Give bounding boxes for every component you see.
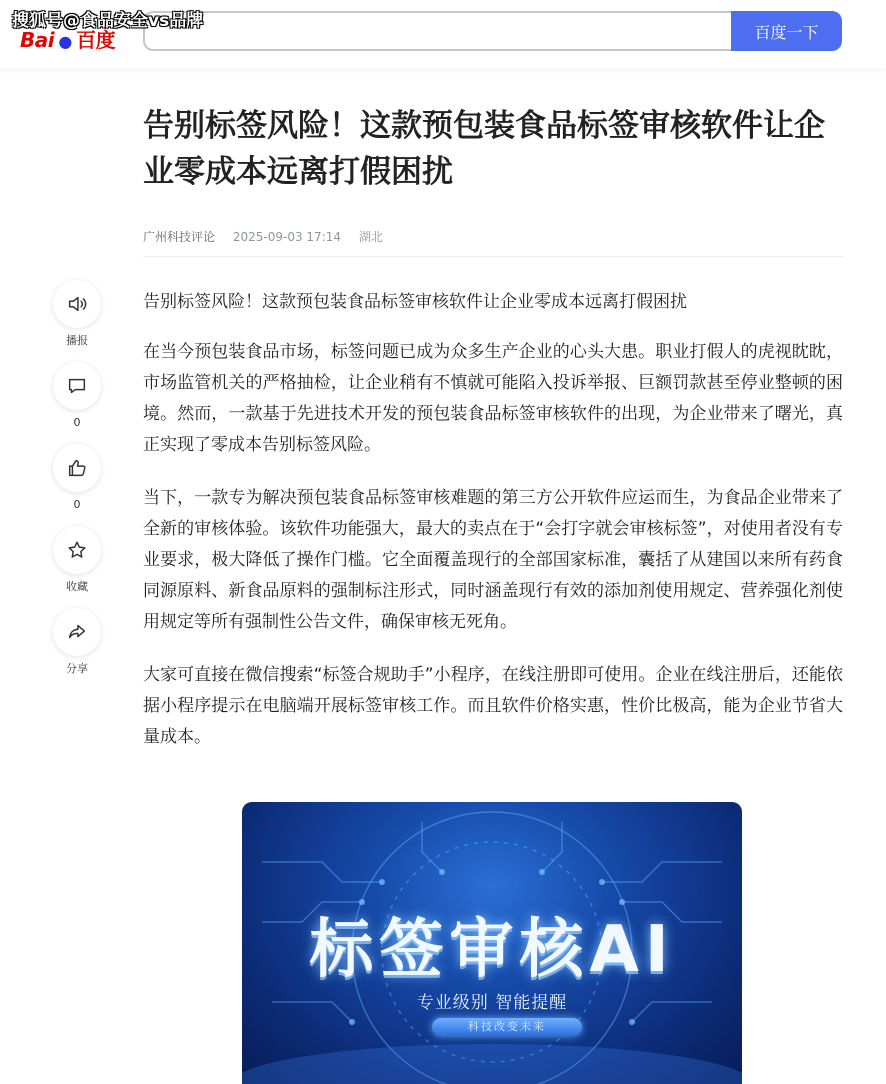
- like-button[interactable]: [53, 444, 101, 526]
- paragraph: 大家可直接在微信搜索“标签合规助手”小程序，在线注册即可使用。企业在线注册后，还能依据小程序提示在电脑端开展标签审核工作。而且软件价格实惠，性价比极高，能为企业节省大量成本。: [143, 665, 843, 747]
- listen-circle[interactable]: [53, 280, 101, 328]
- star-icon: [66, 539, 88, 561]
- like-count: 0: [73, 498, 81, 511]
- share-circle[interactable]: [53, 608, 101, 656]
- like-circle[interactable]: [53, 444, 101, 492]
- paragraph: 当下，一款专为解决预包装食品标签审核难题的第三方公开软件应运而生，为食品企业带来了全新的审核体验。该软件功能强大，最大的卖点在于“会打字就会审核标签”，对使用者没有专业要求，极大降低了操作门槛。它全面覆盖现行的全部国家标准，囊括了从建国以来所有药食同源原料、新食品原料的强制标注形式，同时涵盖现行有效的添加剂使用规定、营养强化剂使用规定等所有强制性公告文件，确保审核无死角。: [143, 488, 843, 632]
- speaker-icon: [66, 293, 88, 315]
- meta-divider: [143, 256, 843, 257]
- favorite-button[interactable]: [53, 526, 101, 608]
- comment-count: 0: [73, 416, 81, 429]
- hero-title: 标签审核AI: [309, 913, 675, 987]
- share-icon: [66, 621, 88, 643]
- search-button[interactable]: 百度一下: [731, 11, 842, 51]
- publish-location: 湖北: [358, 230, 383, 244]
- listen-button[interactable]: [53, 280, 101, 362]
- comment-button[interactable]: [53, 362, 101, 444]
- author-link[interactable]: 广州科技评论: [143, 230, 216, 244]
- watermark-text: 搜狐号@食品安全vs品牌: [12, 11, 204, 31]
- hero-pill: 科技改变未来: [432, 1018, 582, 1036]
- paw-icon: ●: [58, 32, 72, 51]
- share-button[interactable]: [53, 608, 101, 690]
- logo-text-bai: Bai: [20, 28, 55, 52]
- action-sidebar: [53, 280, 101, 690]
- favorite-circle[interactable]: [53, 526, 101, 574]
- favorite-label: 收藏: [66, 580, 88, 593]
- listen-label: 播报: [66, 334, 88, 347]
- logo-text-baidu: 百度: [76, 28, 116, 52]
- hero-image: [242, 802, 742, 1084]
- search-input[interactable]: [143, 11, 733, 51]
- comment-icon: [66, 375, 88, 397]
- share-label: 分享: [66, 662, 88, 675]
- paragraph: 告别标签风险！这款预包装食品标签审核软件让企业零成本远离打假困扰: [143, 292, 687, 312]
- paragraph: 在当今预包装食品市场，标签问题已成为众多生产企业的心头大患。职业打假人的虎视眈眈，市场监管机关的严格抽检，让企业稍有不慎就可能陷入投诉举报、巨额罚款甚至停业整顿的困境。然而，一款基于先进技术开发的预包装食品标签审核软件的出现，为企业带来了曙光，真正实现了零成本告别标签风险。: [143, 342, 843, 455]
- hero-subtitle: 专业级别 智能提醒: [416, 993, 568, 1013]
- article-body: [143, 287, 843, 775]
- thumbs-up-icon: [66, 457, 88, 479]
- publish-date: 2025-09-03 17:14: [232, 230, 341, 244]
- article-title: 告别标签风险！这款预包装食品标签审核软件让企业零成本远离打假困扰: [143, 108, 825, 190]
- article-meta: [143, 228, 397, 245]
- comment-circle[interactable]: [53, 362, 101, 410]
